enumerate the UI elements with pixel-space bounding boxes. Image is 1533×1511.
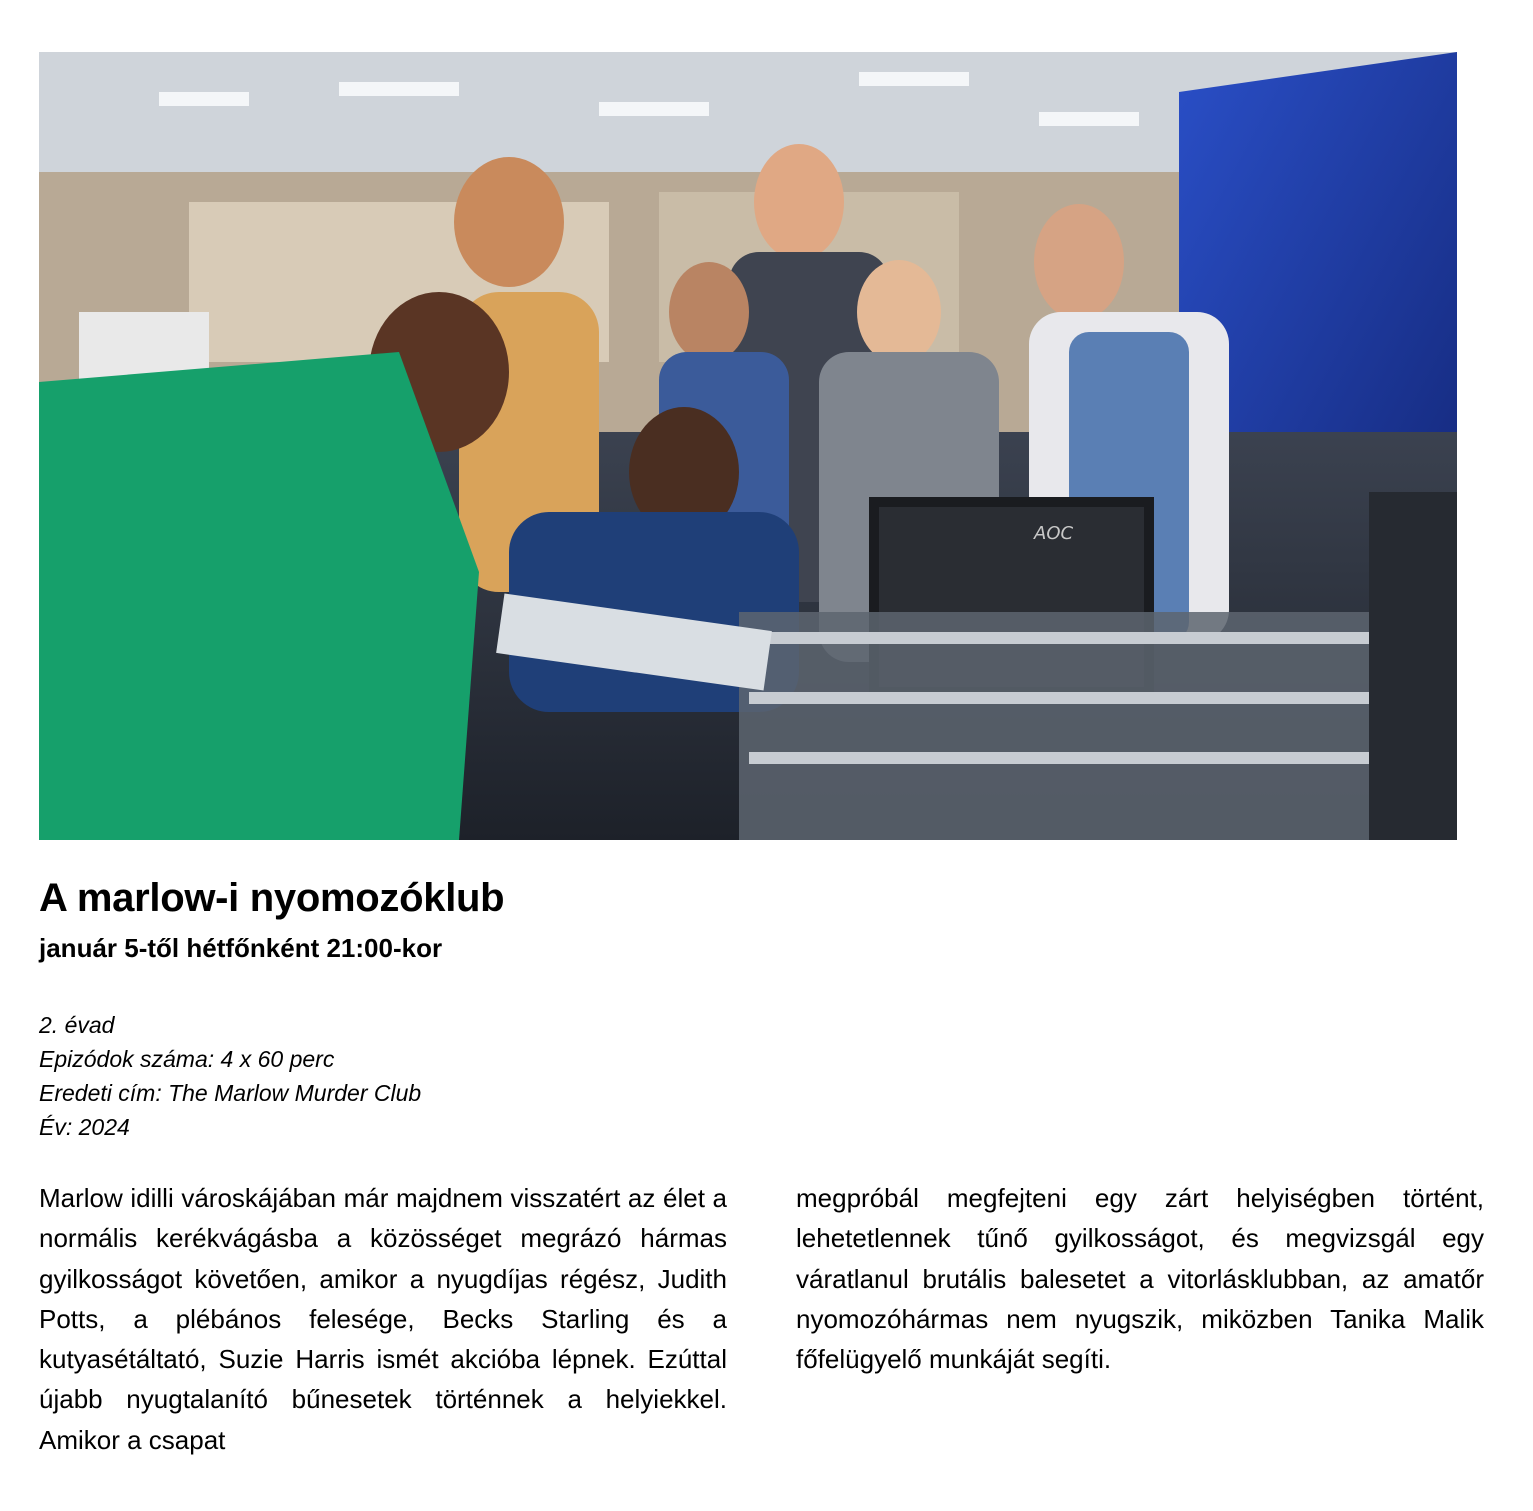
promo-photo [39,52,1457,840]
show-schedule: január 5-től hétfőnként 21:00-kor [39,933,443,963]
detail-original-title: Eredeti cím: The Marlow Murder Club [39,1080,422,1106]
synopsis-left-column: Marlow idilli városkájában már majdnem visszatért az élet a normális kerékvágásba a közösséget megrázó hármas gyilkosságot követően, amikor a nyugdíjas régész, Judith Potts, a plébános felesége, Becks Starling és a kutyasétáltató, Suzie Harris ismét akcióba lépnek. Ezúttal újabb nyugtalanító bűnesetek történnek a helyiekkel. Amikor a csapat [39,1183,727,1455]
show-title: A marlow-i nyomozóklub [39,876,505,920]
detail-season: 2. évad [39,1012,115,1038]
monitor-brand: AOC [1034,523,1074,544]
office-scene-illustration [39,52,1457,840]
detail-episodes: Epizódok száma: 4 x 60 perc [39,1046,335,1072]
detail-year: Év: 2024 [39,1114,130,1140]
show-details [39,1008,421,1144]
synopsis-right-column: megpróbál megfejteni egy zárt helyiségben történt, lehetetlennek tűnő gyilkosságot, és megvizsgál egy váratlanul brutális balesetet a vitorlásklubban, az amatőr nyomozóhármas nem nyugszik, miközben Tanika Malik főfelügyelő munkáját segíti. [796,1183,1484,1375]
